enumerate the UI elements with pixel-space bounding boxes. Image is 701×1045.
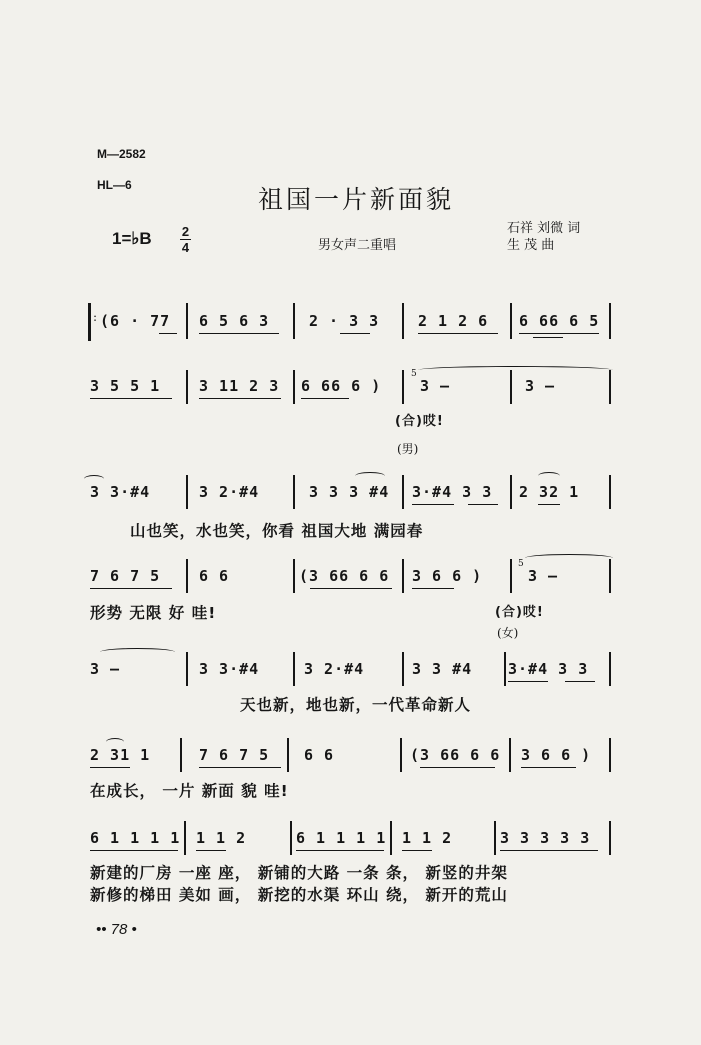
performance-note: 男女声二重唱 xyxy=(318,238,397,253)
repeat-dots: : xyxy=(93,310,98,324)
measure-2-2: 3 11 2 3 xyxy=(199,377,280,395)
measure-7-3: 6 1 1 1 1 xyxy=(296,829,387,847)
measure-5-4: 3 3 #4 xyxy=(412,660,473,678)
measure-4-1: 7 6 7 5 xyxy=(90,567,161,585)
measure-5-5: 3·#4 3 3 xyxy=(508,660,589,678)
measure-6-1: 2 31 1 xyxy=(90,746,151,764)
meter-top: 2 xyxy=(181,224,190,239)
time-signature xyxy=(180,224,191,255)
measure-7-5: 3 3 3 3 3 xyxy=(500,829,591,847)
key-signature: 1=♭B xyxy=(112,229,152,248)
barline xyxy=(287,738,289,772)
measure-3-5: 2 32 1 xyxy=(519,483,580,501)
repeat-bar xyxy=(88,303,91,341)
barline xyxy=(290,821,292,855)
barline xyxy=(186,652,188,686)
barline xyxy=(402,559,404,593)
underline xyxy=(199,398,281,399)
underline xyxy=(402,850,432,851)
underline xyxy=(90,398,172,399)
underline xyxy=(90,850,178,851)
underline xyxy=(310,588,392,589)
tie-arc xyxy=(538,472,560,480)
barline xyxy=(510,370,512,404)
underline xyxy=(468,504,498,505)
measure-4-2: 6 6 xyxy=(199,567,230,585)
barline xyxy=(186,370,188,404)
barline xyxy=(184,821,186,855)
voice-marker-male: (男) xyxy=(397,442,419,456)
barline xyxy=(293,303,295,339)
measure-3-2: 3 2·#4 xyxy=(199,483,260,501)
measure-5-1: 3 — xyxy=(90,660,121,678)
underline xyxy=(90,767,130,768)
measure-2-3: 6 66 6 ) xyxy=(301,377,382,395)
credits xyxy=(507,220,580,254)
page-number: •• 78 • xyxy=(96,921,137,938)
barline xyxy=(293,475,295,509)
measure-4-3: (3 66 6 6 xyxy=(299,567,390,585)
barline xyxy=(494,821,496,855)
measure-6-3: 6 6 xyxy=(304,746,335,764)
barline xyxy=(390,821,392,855)
measure-2-5: 3 — xyxy=(525,377,556,395)
catalog-code-2: HL—6 xyxy=(97,178,132,192)
underline xyxy=(519,333,599,334)
underline xyxy=(533,337,563,338)
barline xyxy=(400,738,402,772)
underline xyxy=(412,504,454,505)
measure-1-2: 6 5 6 3 xyxy=(199,312,270,330)
measure-2-4: 3 — xyxy=(420,377,451,395)
barline xyxy=(402,303,404,339)
tie-arc xyxy=(418,366,613,374)
line3-lyric: 山也笑，水也笑，你看 祖国大地 满园春 xyxy=(130,522,424,540)
barline xyxy=(609,821,611,855)
barline xyxy=(180,738,182,772)
measure-6-4: (3 66 6 6 xyxy=(410,746,501,764)
underline xyxy=(296,850,384,851)
measure-7-1: 6 1 1 1 1 xyxy=(90,829,181,847)
barline xyxy=(609,303,611,339)
tie-arc xyxy=(355,472,385,480)
barline xyxy=(402,652,404,686)
underline xyxy=(508,681,548,682)
tie-arc xyxy=(525,554,613,562)
measure-2-1: 3 5 5 1 xyxy=(90,377,161,395)
line2-lyric: (合)哎! xyxy=(395,414,444,429)
barline xyxy=(510,475,512,509)
barline xyxy=(510,303,512,339)
measure-5-3: 3 2·#4 xyxy=(304,660,365,678)
line7-lyric-verse2: 新修的梯田 美如 画， 新挖的水渠 环山 绕， 新开的荒山 xyxy=(90,886,508,904)
barline xyxy=(186,559,188,593)
measure-1-1: (6 · 77 xyxy=(100,312,171,330)
measure-4-5: 3 — xyxy=(528,567,559,585)
underline xyxy=(90,588,172,589)
underline xyxy=(196,850,226,851)
underline xyxy=(340,333,370,334)
underline xyxy=(301,398,349,399)
tie-arc xyxy=(106,738,124,746)
measure-7-2: 1 1 2 xyxy=(196,829,247,847)
barline xyxy=(402,370,404,404)
line5-lyric: 天也新，地也新，一代革命新人 xyxy=(240,696,472,714)
tie-arc xyxy=(84,475,104,483)
voice-marker-female: (女) xyxy=(497,626,519,640)
line4-chorus: (合)哎! xyxy=(495,605,544,620)
grace-note: 5 xyxy=(518,559,524,569)
measure-3-3: 3 3 3 #4 xyxy=(309,483,390,501)
underline xyxy=(500,850,598,851)
underline xyxy=(565,681,595,682)
barline xyxy=(609,738,611,772)
song-title: 祖国一片新面貌 xyxy=(258,185,455,214)
barline xyxy=(186,303,188,339)
underline xyxy=(418,333,498,334)
barline xyxy=(186,475,188,509)
underline xyxy=(412,588,454,589)
barline xyxy=(293,559,295,593)
underline xyxy=(420,767,495,768)
underline xyxy=(159,333,177,334)
barline xyxy=(609,475,611,509)
measure-4-4: 3 6 6 ) xyxy=(412,567,483,585)
line7-lyric-verse1: 新建的厂房 一座 座， 新铺的大路 一条 条， 新竖的井架 xyxy=(90,864,508,882)
grace-note: 5 xyxy=(411,369,417,379)
measure-6-5: 3 6 6 ) xyxy=(521,746,592,764)
barline xyxy=(609,559,611,593)
barline xyxy=(402,475,404,509)
measure-3-4: 3·#4 3 3 xyxy=(412,483,493,501)
measure-7-4: 1 1 2 xyxy=(402,829,453,847)
line6-lyric: 在成长， 一片 新面 貌 哇! xyxy=(90,782,289,800)
underline xyxy=(521,767,576,768)
barline xyxy=(504,652,506,686)
measure-1-4: 2 1 2 6 xyxy=(418,312,489,330)
line4-lyric: 形势 无限 好 哇! xyxy=(90,604,217,622)
measure-1-3: 2 · 3 3 xyxy=(309,312,380,330)
barline xyxy=(293,652,295,686)
catalog-code-1: M—2582 xyxy=(97,147,146,161)
meter-bottom: 4 xyxy=(181,240,190,255)
music-credit: 生 茂 曲 xyxy=(507,238,555,253)
measure-5-2: 3 3·#4 xyxy=(199,660,260,678)
lyrics-credit: 石祥 刘微 词 xyxy=(507,221,581,236)
barline xyxy=(509,738,511,772)
measure-1-5: 6 66 6 5 xyxy=(519,312,600,330)
underline xyxy=(538,504,560,505)
barline xyxy=(510,559,512,593)
barline xyxy=(609,370,611,404)
barline xyxy=(293,370,295,404)
underline xyxy=(199,767,281,768)
underline xyxy=(199,333,279,334)
tie-arc xyxy=(100,648,175,656)
measure-6-2: 7 6 7 5 xyxy=(199,746,270,764)
measure-3-1: 3 3·#4 xyxy=(90,483,151,501)
barline xyxy=(609,652,611,686)
